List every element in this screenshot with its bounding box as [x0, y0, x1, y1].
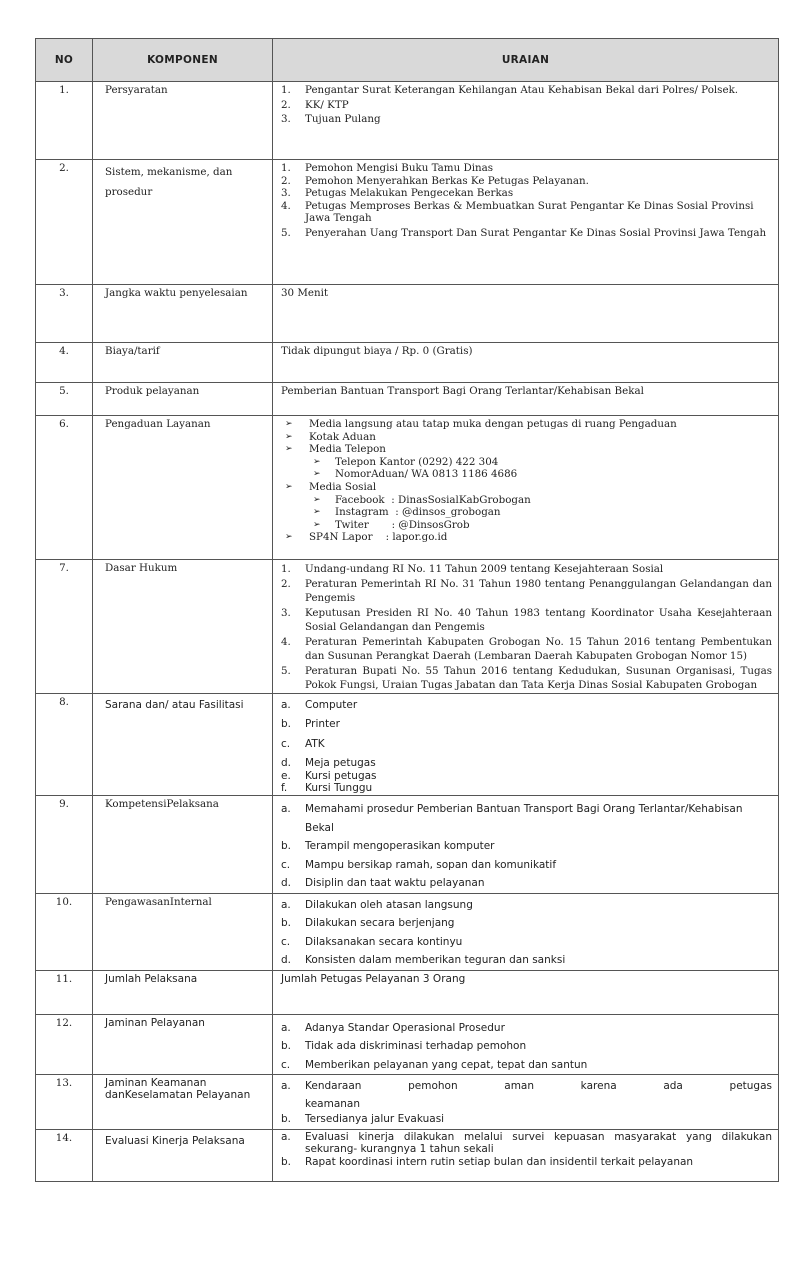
row-uraian: [273, 416, 779, 560]
table-row: [36, 1075, 779, 1130]
row-uraian: [273, 1014, 779, 1075]
row-number: 11.: [36, 970, 93, 1014]
row-number: 12.: [36, 1014, 93, 1075]
row-komponen: Jaminan Keamanan danKeselamatan Pelayanan: [93, 1075, 273, 1130]
row-uraian: 30 Menit: [273, 285, 779, 343]
row-number: 9.: [36, 796, 93, 894]
list-item: a. Dilakukan oleh atasan langsung: [281, 898, 473, 911]
arrow-bullet-icon: ➢: [285, 431, 293, 442]
list-item: 2. KK/ KTP: [281, 98, 349, 111]
arrow-bullet-icon: ➢: [285, 481, 293, 492]
list-item: 1. Pemohon Mengisi Buku Tamu Dinas: [281, 162, 494, 174]
row-uraian: Jumlah Petugas Pelayanan 3 Orang: [273, 970, 779, 1014]
table-row: [36, 82, 779, 160]
row-komponen: Sistem, mekanisme, dan prosedur: [93, 160, 273, 285]
row-number: 10.: [36, 893, 93, 970]
row-komponen: Sarana dan/ atau Fasilitasi: [93, 693, 273, 796]
list-item: 5. Penyerahan Uang Transport Dan Surat Pengantar Ke Dinas Sosial Provinsi Jawa Tengah: [281, 226, 767, 239]
row-komponen: Biaya/tarif: [93, 343, 273, 383]
list-item: b. Printer: [281, 718, 340, 731]
arrow-bullet-icon: ➢: [285, 419, 293, 429]
table-row: [36, 383, 779, 416]
list-item: a. Kendaraan pemohon aman karena ada petugas keamanan: [281, 1080, 772, 1111]
row-number: 14.: [36, 1130, 93, 1182]
list-item: 4. Petugas Memproses Berkas & Membuatkan Surat Pengantar Ke Dinas Sosial Provinsi Jawa Tengah: [281, 199, 754, 225]
row-number: 13.: [36, 1075, 93, 1130]
list-item: ➢ Twiter : @DinsosGrob: [313, 518, 470, 531]
list-item: 4. Peraturan Pemerintah Kabupaten Grobogan No. 15 Tahun 2016 tentang Pembentukan dan Susunan Perangkat Daerah (Lembaran Daerah Kabupaten Grobogan Nomor 15): [281, 635, 772, 662]
table-row: [36, 285, 779, 343]
list-item: a. Memahami prosedur Pemberian Bantuan Transport Bagi Orang Terlantar/Kehabisan Bekal: [281, 803, 743, 834]
row-uraian: [273, 560, 779, 694]
list-item: 1. Pengantar Surat Keterangan Kehilangan Atau Kehabisan Bekal dari Polres/ Polsek.: [281, 84, 739, 96]
list-item: ➢ Facebook : DinasSosialKabGrobogan: [313, 493, 531, 506]
list-item: 3. Petugas Melakukan Pengecekan Berkas: [281, 187, 514, 200]
list-item: e. Kursi petugas: [281, 769, 377, 782]
row-number: 3.: [36, 285, 93, 343]
list-item: ➢ Media Telepon ➢ Telepon Kantor (0292) 422 304 ➢ NomorAduan/ WA 0813 1186 4686: [281, 443, 772, 481]
row-komponen: KompetensiPelaksana: [93, 796, 273, 894]
row-uraian: [273, 796, 779, 894]
row-uraian: [273, 1130, 779, 1182]
document: [35, 38, 778, 1182]
row-komponen: Produk pelayanan: [93, 383, 273, 416]
table-row: [36, 1014, 779, 1075]
list-item: ➢ Media Sosial ➢ Facebook : DinasSosialKabGrobogan ➢ Instagram : @dinsos_grobogan ➢ Twiter : @DinsosGrob: [281, 481, 772, 531]
list-item: b. Dilakukan secara berjenjang: [281, 917, 455, 930]
table-row: [36, 160, 779, 285]
table-row: [36, 893, 779, 970]
list-item: a. Evaluasi kinerja dilakukan melalui survei kepuasan masyarakat yang dilakukan sekurang- kurangnya 1 tahun sekali: [281, 1131, 772, 1155]
table-row: [36, 693, 779, 796]
arrow-bullet-icon: ➢: [313, 507, 321, 518]
row-uraian: Tidak dipungut biaya / Rp. 0 (Gratis): [273, 343, 779, 383]
list-item: b. Terampil mengoperasikan komputer: [281, 840, 495, 853]
arrow-bullet-icon: ➢: [313, 494, 321, 505]
list-item: d. Meja petugas: [281, 757, 376, 770]
arrow-bullet-icon: ➢: [313, 456, 321, 467]
arrow-bullet-icon: ➢: [285, 444, 293, 455]
standar-pelayanan-table: [35, 38, 779, 1182]
list-item: 3. Keputusan Presiden RI No. 40 Tahun 1983 tentang Koordinator Usaha Kesejahteraan Sosial Gelandangan dan Pengemis: [281, 606, 772, 633]
list-item: c. Mampu bersikap ramah, sopan dan komunikatif: [281, 858, 557, 871]
row-komponen: Pengaduan Layanan: [93, 416, 273, 560]
list-item: a. Computer: [281, 698, 358, 711]
list-item: ➢ Telepon Kantor (0292) 422 304: [313, 455, 499, 468]
list-item: ➢ Instagram : @dinsos_grobogan: [313, 506, 501, 519]
list-item: b. Tersedianya jalur Evakuasi: [281, 1113, 445, 1126]
row-komponen: Persyaratan: [93, 82, 273, 160]
table-row: [36, 970, 779, 1014]
row-uraian: Pemberian Bantuan Transport Bagi Orang Terlantar/Kehabisan Bekal: [273, 383, 779, 416]
row-komponen: Jumlah Pelaksana: [93, 970, 273, 1014]
row-number: 7.: [36, 560, 93, 694]
list-item: c. Dilaksanakan secara kontinyu: [281, 935, 463, 948]
list-item: a. Adanya Standar Operasional Prosedur: [281, 1021, 505, 1034]
list-item: d. Konsisten dalam memberikan teguran dan sanksi: [281, 954, 566, 967]
header-komponen: KOMPONEN: [93, 39, 273, 82]
table-row: [36, 560, 779, 694]
row-uraian: [273, 693, 779, 796]
list-item: 2. Pemohon Menyerahkan Berkas Ke Petugas Pelayanan.: [281, 174, 589, 187]
header-no: NO: [36, 39, 93, 82]
list-item: 1. Undang-undang RI No. 11 Tahun 2009 tentang Kesejahteraan Sosial: [281, 563, 664, 575]
list-item: c. ATK: [281, 737, 325, 750]
list-item: f. Kursi Tunggu: [281, 782, 373, 795]
row-komponen: Jaminan Pelayanan: [93, 1014, 273, 1075]
row-number: 2.: [36, 160, 93, 285]
arrow-bullet-icon: ➢: [285, 532, 293, 543]
table-row: [36, 1130, 779, 1182]
arrow-bullet-icon: ➢: [313, 519, 321, 530]
header-uraian: URAIAN: [273, 39, 779, 82]
table-row: [36, 416, 779, 560]
list-item: 3. Tujuan Pulang: [281, 113, 381, 126]
list-item: 2. Peraturan Pemerintah RI No. 31 Tahun 1980 tentang Penanggulangan Gelandangan dan Pengemis: [281, 577, 772, 604]
list-item: ➢ NomorAduan/ WA 0813 1186 4686: [313, 468, 518, 481]
row-number: 8.: [36, 693, 93, 796]
list-item: b. Tidak ada diskriminasi terhadap pemohon: [281, 1040, 527, 1053]
list-item: b. Rapat koordinasi intern rutin setiap bulan dan insidentil terkait pelayanan: [281, 1156, 694, 1169]
row-uraian: [273, 82, 779, 160]
row-komponen: Evaluasi Kinerja Pelaksana: [93, 1130, 273, 1182]
table-row: [36, 343, 779, 383]
list-item: c. Memberikan pelayanan yang cepat, tepat dan santun: [281, 1058, 588, 1071]
row-komponen: PengawasanInternal: [93, 893, 273, 970]
row-number: 1.: [36, 82, 93, 160]
row-uraian: [273, 160, 779, 285]
table-row: [36, 796, 779, 894]
row-komponen: Jangka waktu penyelesaian: [93, 285, 273, 343]
list-item: d. Disiplin dan taat waktu pelayanan: [281, 877, 485, 890]
list-item: 5. Peraturan Bupati No. 55 Tahun 2016 tentang Kedudukan, Susunan Organisasi, Tugas Pokok Fungsi, Uraian Tugas Jabatan dan Tata Kerja Dinas Sosial Kabupaten Grobogan: [281, 664, 772, 691]
list-item: ➢ Kotak Aduan: [285, 430, 376, 443]
row-uraian: [273, 893, 779, 970]
list-item: ➢ Media langsung atau tatap muka dengan petugas di ruang Pengaduan: [285, 418, 677, 430]
list-item: ➢ SP4N Lapor : lapor.go.id: [285, 531, 448, 544]
row-komponen: Dasar Hukum: [93, 560, 273, 694]
row-number: 6.: [36, 416, 93, 560]
table-header-row: [36, 39, 779, 82]
row-uraian: [273, 1075, 779, 1130]
row-number: 4.: [36, 343, 93, 383]
row-number: 5.: [36, 383, 93, 416]
arrow-bullet-icon: ➢: [313, 469, 321, 480]
